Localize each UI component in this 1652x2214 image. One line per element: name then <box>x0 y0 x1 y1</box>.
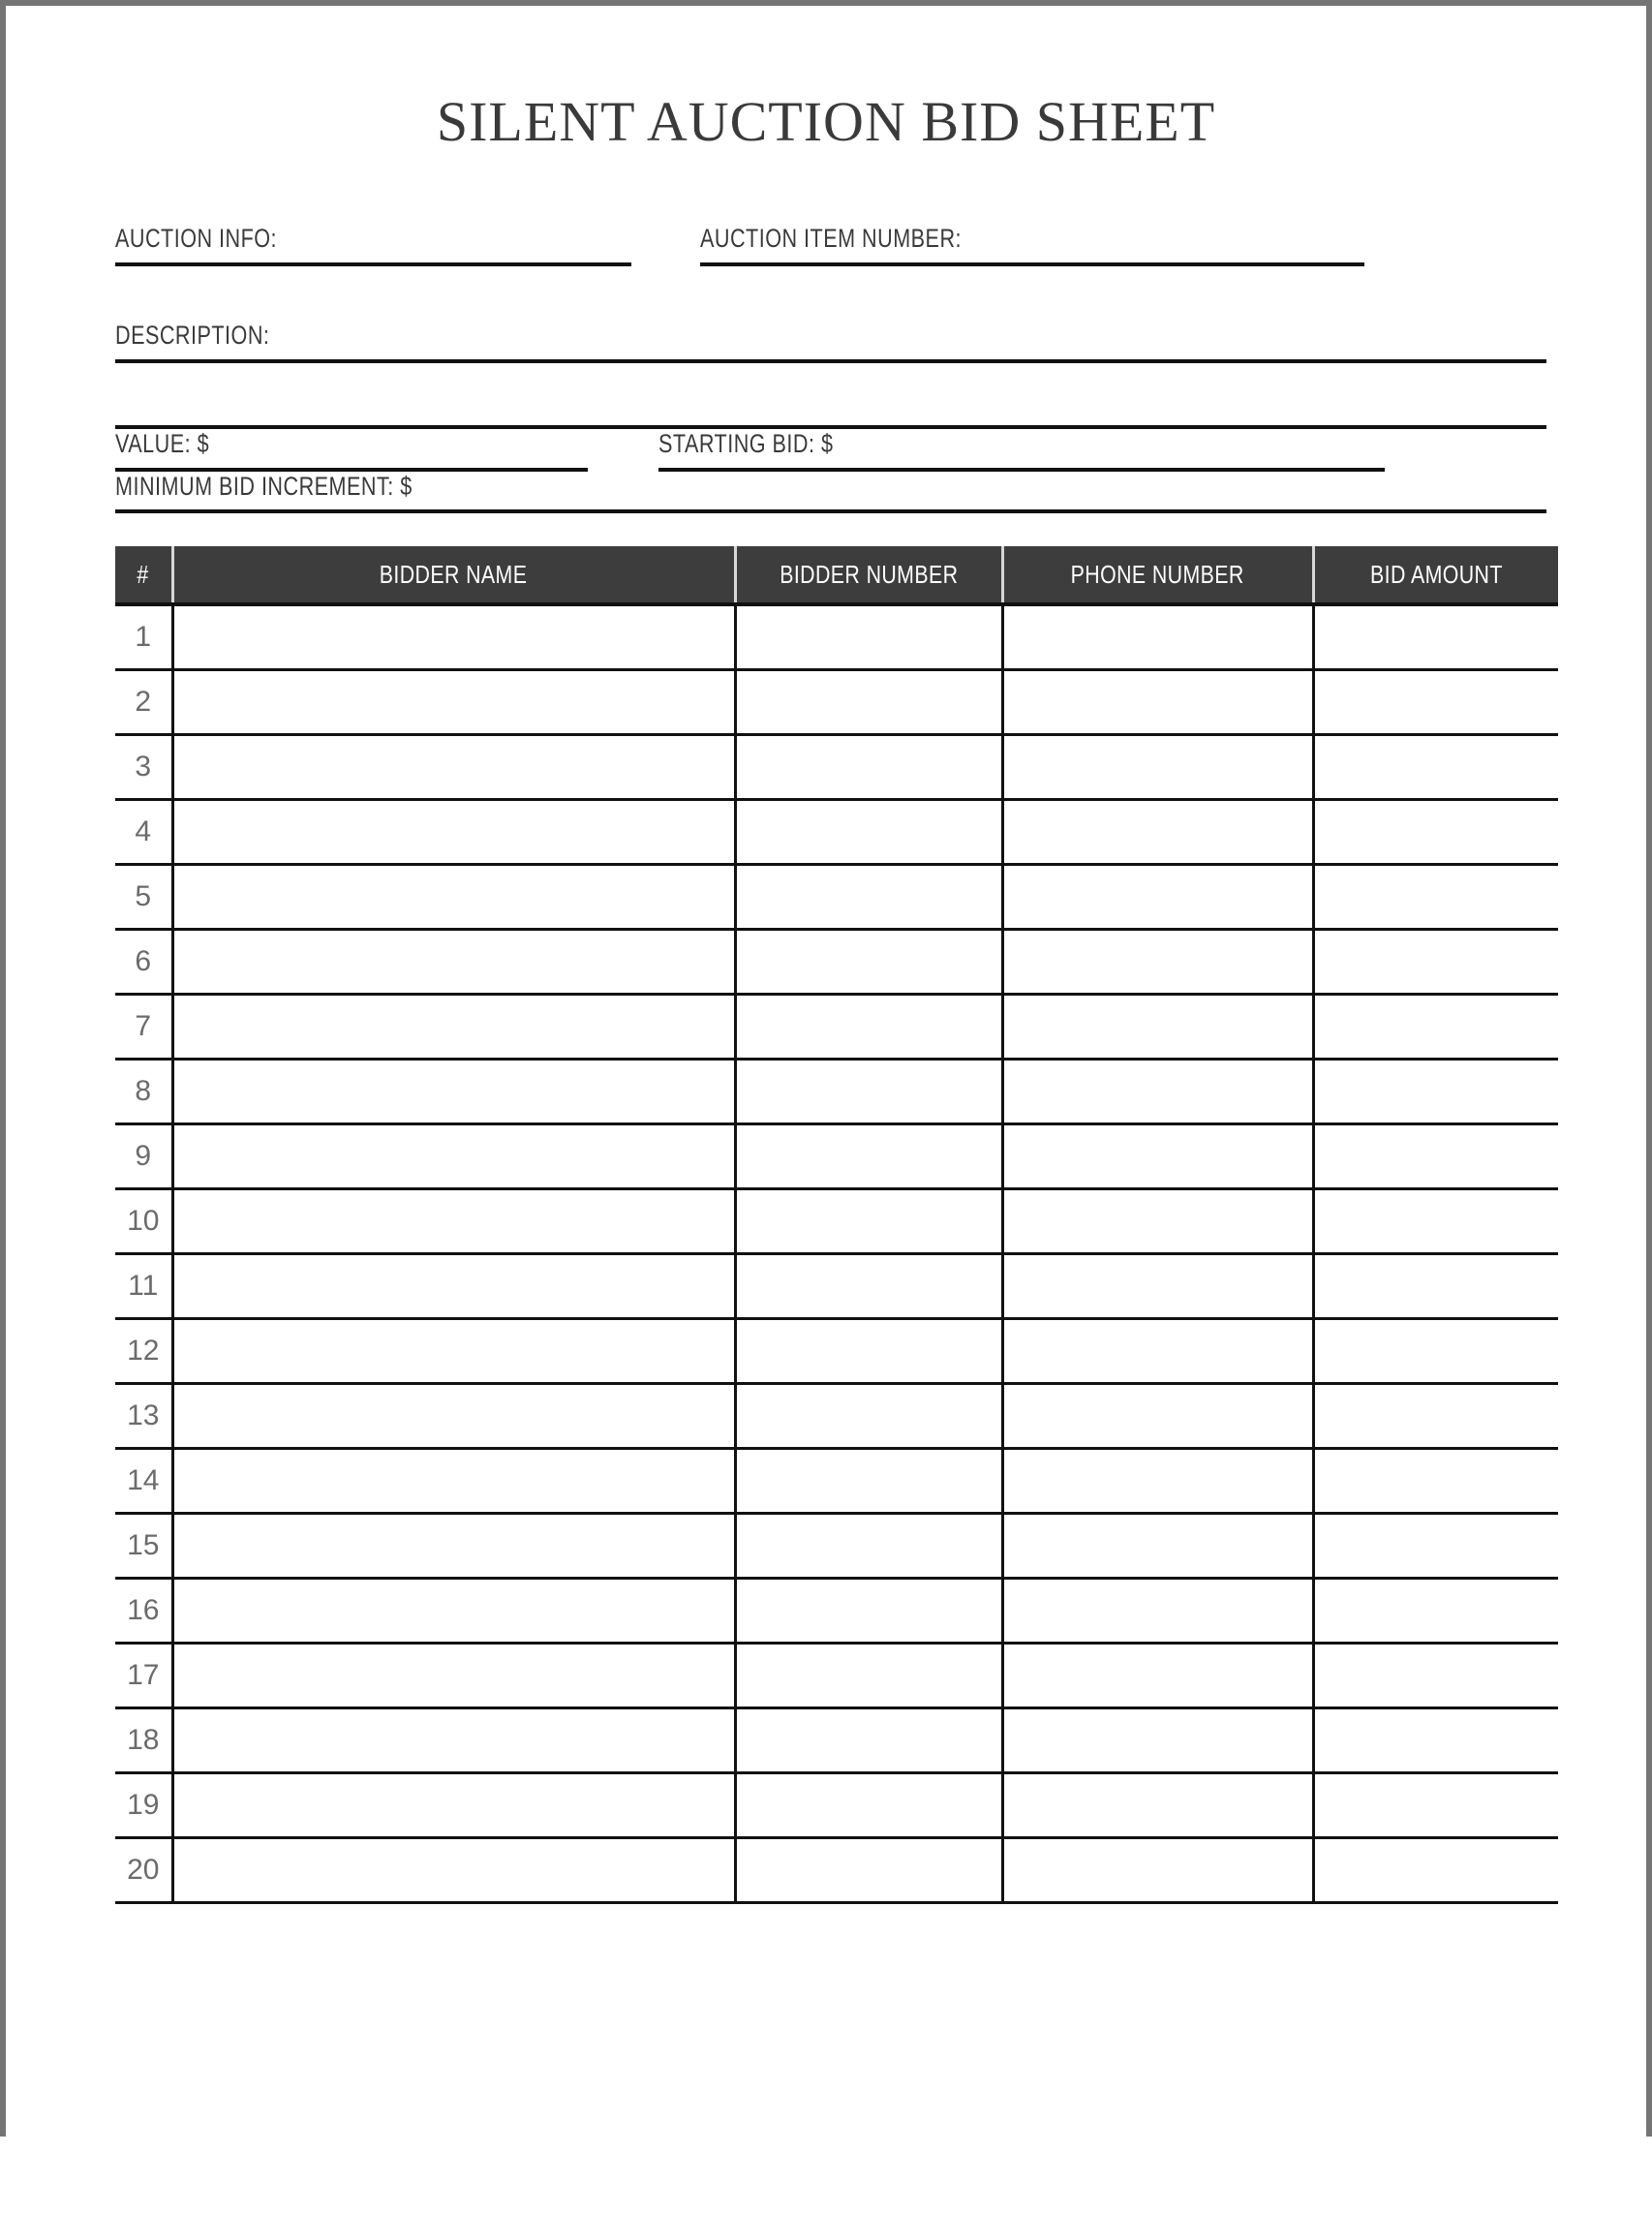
table-row <box>115 1123 1558 1188</box>
bid-amount-cell[interactable] <box>1313 1123 1558 1188</box>
bidder-name-cell[interactable] <box>172 669 735 734</box>
bid-amount-cell[interactable] <box>1313 1772 1558 1837</box>
bid-amount-cell[interactable] <box>1313 1318 1558 1383</box>
table-row <box>115 669 1558 734</box>
auction-info-label: AUCTION INFO: <box>115 224 278 253</box>
column-header-phone-number <box>1002 546 1313 604</box>
row-number-cell: 18 <box>115 1707 172 1772</box>
auction-item-number-field[interactable] <box>700 224 1364 266</box>
bid-amount-cell[interactable] <box>1313 734 1558 799</box>
bidder-name-cell[interactable] <box>172 1643 735 1707</box>
bid-amount-cell[interactable] <box>1313 1448 1558 1513</box>
bid-table <box>115 546 1558 1904</box>
row-number-cell: 5 <box>115 864 172 929</box>
table-row <box>115 1707 1558 1772</box>
phone-number-cell[interactable] <box>1002 1253 1313 1318</box>
table-row <box>115 604 1558 669</box>
bidder-number-cell[interactable] <box>735 1123 1002 1188</box>
table-row <box>115 1448 1558 1513</box>
bid-amount-cell[interactable] <box>1313 1383 1558 1448</box>
bidder-name-cell[interactable] <box>172 994 735 1059</box>
bidder-name-cell[interactable] <box>172 1123 735 1188</box>
value-field[interactable] <box>115 429 588 472</box>
phone-number-cell[interactable] <box>1002 929 1313 994</box>
table-row <box>115 1188 1558 1253</box>
bid-amount-cell[interactable] <box>1313 1578 1558 1643</box>
column-header-number <box>115 546 172 604</box>
column-header-number-label: # <box>137 559 149 589</box>
row-number-cell: 10 <box>115 1188 172 1253</box>
phone-number-cell[interactable] <box>1002 799 1313 864</box>
bid-amount-cell[interactable] <box>1313 1253 1558 1318</box>
bidder-name-cell[interactable] <box>172 1253 735 1318</box>
phone-number-cell[interactable] <box>1002 1707 1313 1772</box>
column-header-bidder-number-label: BIDDER NUMBER <box>779 559 959 589</box>
phone-number-cell[interactable] <box>1002 1318 1313 1383</box>
bidder-name-cell[interactable] <box>172 1318 735 1383</box>
table-header-row <box>115 546 1558 604</box>
row-number-cell: 8 <box>115 1059 172 1123</box>
table-row <box>115 1059 1558 1123</box>
bidder-number-cell[interactable] <box>735 864 1002 929</box>
bidder-number-cell[interactable] <box>735 1253 1002 1318</box>
bidder-name-cell[interactable] <box>172 1513 735 1578</box>
bidder-number-cell[interactable] <box>735 1513 1002 1578</box>
phone-number-cell[interactable] <box>1002 1123 1313 1188</box>
bidder-number-cell[interactable] <box>735 1772 1002 1837</box>
column-header-bid-amount <box>1313 546 1558 604</box>
phone-number-cell[interactable] <box>1002 1383 1313 1448</box>
bidder-number-cell[interactable] <box>735 799 1002 864</box>
starting-bid-field[interactable] <box>658 429 1385 472</box>
row-number-cell: 16 <box>115 1578 172 1643</box>
table-row <box>115 1383 1558 1448</box>
value-label: VALUE: $ <box>115 428 210 458</box>
bid-amount-cell[interactable] <box>1313 1059 1558 1123</box>
bidder-name-cell[interactable] <box>172 864 735 929</box>
table-row <box>115 1578 1558 1643</box>
row-number-cell: 3 <box>115 734 172 799</box>
bid-sheet-page <box>6 89 1646 2214</box>
form-row-auction-info <box>115 224 1546 266</box>
bidder-name-cell[interactable] <box>172 799 735 864</box>
description-label: DESCRIPTION: <box>115 320 270 350</box>
table-row <box>115 864 1558 929</box>
bidder-name-cell[interactable] <box>172 1448 735 1513</box>
description-continuation-line[interactable] <box>115 363 1546 429</box>
bid-table-body <box>115 604 1558 1902</box>
bid-amount-cell[interactable] <box>1313 1707 1558 1772</box>
phone-number-cell[interactable] <box>1002 604 1313 669</box>
bidder-number-cell[interactable] <box>735 1059 1002 1123</box>
form-section <box>115 154 1546 513</box>
phone-number-cell[interactable] <box>1002 864 1313 929</box>
table-row <box>115 1837 1558 1902</box>
bidder-name-cell[interactable] <box>172 1707 735 1772</box>
bid-amount-cell[interactable] <box>1313 994 1558 1059</box>
row-number-cell: 9 <box>115 1123 172 1188</box>
row-number-cell: 7 <box>115 994 172 1059</box>
table-row <box>115 1772 1558 1837</box>
bidder-name-cell[interactable] <box>172 604 735 669</box>
bidder-name-cell[interactable] <box>172 734 735 799</box>
bidder-number-cell[interactable] <box>735 1383 1002 1448</box>
column-header-bidder-name <box>172 546 735 604</box>
minimum-bid-increment-field[interactable] <box>115 472 1546 514</box>
table-row <box>115 1253 1558 1318</box>
phone-number-cell[interactable] <box>1002 994 1313 1059</box>
bid-amount-cell[interactable] <box>1313 1188 1558 1253</box>
form-row-value <box>115 429 1546 472</box>
table-row <box>115 799 1558 864</box>
column-header-phone-number-label: PHONE NUMBER <box>1070 559 1245 589</box>
bidder-name-cell[interactable] <box>172 1383 735 1448</box>
phone-number-cell[interactable] <box>1002 1643 1313 1707</box>
row-number-cell: 20 <box>115 1837 172 1902</box>
bidder-name-cell[interactable] <box>172 1772 735 1837</box>
bidder-name-cell[interactable] <box>172 1837 735 1902</box>
bidder-number-cell[interactable] <box>735 1318 1002 1383</box>
row-number-cell: 12 <box>115 1318 172 1383</box>
phone-number-cell[interactable] <box>1002 1578 1313 1643</box>
bidder-number-cell[interactable] <box>735 1578 1002 1643</box>
row-number-cell: 4 <box>115 799 172 864</box>
row-number-cell: 17 <box>115 1643 172 1707</box>
bid-amount-cell[interactable] <box>1313 604 1558 669</box>
phone-number-cell[interactable] <box>1002 1188 1313 1253</box>
bidder-number-cell[interactable] <box>735 1707 1002 1772</box>
starting-bid-label: STARTING BID: $ <box>658 428 834 458</box>
column-header-bidder-name-label: BIDDER NAME <box>380 559 528 589</box>
column-header-bid-amount-label: BID AMOUNT <box>1369 559 1503 589</box>
table-row <box>115 1643 1558 1707</box>
table-row <box>115 994 1558 1059</box>
phone-number-cell[interactable] <box>1002 1448 1313 1513</box>
phone-number-cell[interactable] <box>1002 669 1313 734</box>
bidder-number-cell[interactable] <box>735 994 1002 1059</box>
column-header-bidder-number <box>735 546 1002 604</box>
bidder-name-cell[interactable] <box>172 1188 735 1253</box>
bidder-number-cell[interactable] <box>735 1643 1002 1707</box>
bid-amount-cell[interactable] <box>1313 929 1558 994</box>
phone-number-cell[interactable] <box>1002 1772 1313 1837</box>
row-number-cell: 2 <box>115 669 172 734</box>
auction-info-field[interactable] <box>115 224 631 266</box>
table-row <box>115 929 1558 994</box>
form-row-description <box>115 321 1546 363</box>
bidder-number-cell[interactable] <box>735 929 1002 994</box>
phone-number-cell[interactable] <box>1002 1513 1313 1578</box>
auction-item-number-label: AUCTION ITEM NUMBER: <box>700 224 963 253</box>
bid-amount-cell[interactable] <box>1313 1513 1558 1578</box>
row-number-cell: 11 <box>115 1253 172 1318</box>
phone-number-cell[interactable] <box>1002 734 1313 799</box>
phone-number-cell[interactable] <box>1002 1837 1313 1902</box>
row-number-cell: 19 <box>115 1772 172 1837</box>
bidder-number-cell[interactable] <box>735 604 1002 669</box>
bid-amount-cell[interactable] <box>1313 864 1558 929</box>
row-number-cell: 14 <box>115 1448 172 1513</box>
bid-amount-cell[interactable] <box>1313 1837 1558 1902</box>
table-row <box>115 1513 1558 1578</box>
bidder-name-cell[interactable] <box>172 929 735 994</box>
table-row <box>115 734 1558 799</box>
bidder-number-cell[interactable] <box>735 669 1002 734</box>
page-title: SILENT AUCTION BID SHEET <box>436 90 1216 153</box>
row-number-cell: 1 <box>115 604 172 669</box>
row-number-cell: 6 <box>115 929 172 994</box>
bid-amount-cell[interactable] <box>1313 669 1558 734</box>
bidder-name-cell[interactable] <box>172 1059 735 1123</box>
bid-amount-cell[interactable] <box>1313 799 1558 864</box>
bidder-name-cell[interactable] <box>172 1578 735 1643</box>
form-row-minimum-bid-increment <box>115 472 1546 514</box>
row-number-cell: 15 <box>115 1513 172 1578</box>
description-field[interactable] <box>115 321 1546 363</box>
bid-amount-cell[interactable] <box>1313 1643 1558 1707</box>
minimum-bid-increment-label: MINIMUM BID INCREMENT: $ <box>115 471 413 501</box>
bidder-number-cell[interactable] <box>735 734 1002 799</box>
row-number-cell: 13 <box>115 1383 172 1448</box>
bidder-number-cell[interactable] <box>735 1837 1002 1902</box>
bidder-number-cell[interactable] <box>735 1448 1002 1513</box>
table-row <box>115 1318 1558 1383</box>
phone-number-cell[interactable] <box>1002 1059 1313 1123</box>
bidder-number-cell[interactable] <box>735 1188 1002 1253</box>
